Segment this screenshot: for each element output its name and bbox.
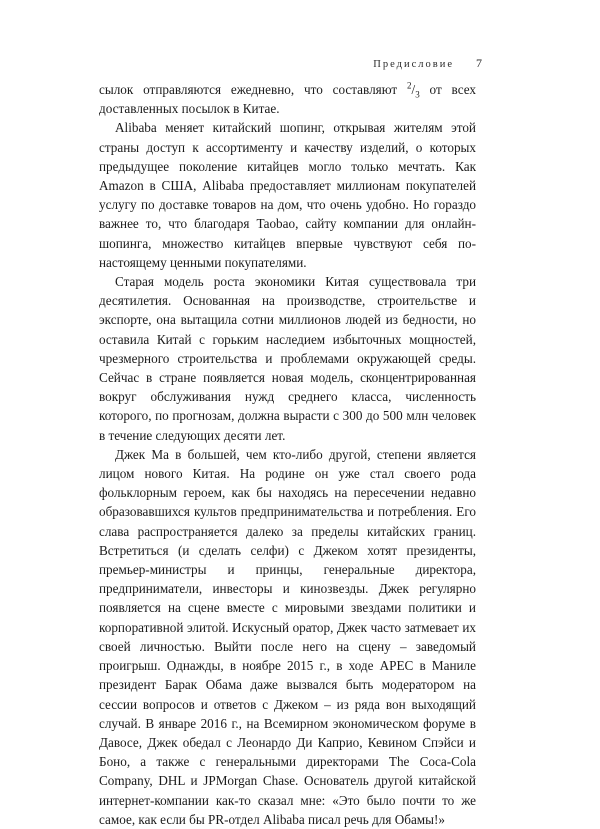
section-title: Предисловие <box>373 59 454 70</box>
paragraph-text: от всех доставленных посылок в Китае. <box>99 82 476 117</box>
paragraph: Старая модель роста экономики Китая существовала три десятилетия. Основанная на производстве, строительстве и экспорте, она вытащила сотни миллионов людей из бедности, но оставила Китай с горьким наследием избыточных мощностей, чрезмерного строительства и проблемами окружающей среды. Сейчас в стране появляется новая модель, сконцентрированная вокруг обслуживания нужд среднего класса, численность которого, по прогнозам, должна вырасти с 300 до 500 млн человек в течение следующих десяти лет. <box>99 274 476 443</box>
paragraph: Джек Ма в большей, чем кто-либо другой, степени является лицом нового Китая. На родине он уже стал своего рода фольклорным героем, как бы находясь на пересечении недавно образовавшихся культов предпринимательства и потребления. Его слава распространяется далеко за пределы китайских границ. Встретиться (и сделать селфи) с Джеком хотят президенты, премьер-министры и принцы, генеральные директора, предприниматели, инвесторы и кинозвезды. Джек регулярно появляется на сцене вместе с мировыми звездами политики и корпоративной элитой. Искусный оратор, Джек часто затмевает их своей личностью. Выйти после него на сцену – заведомый проигрыш. Однажды, в ноябре 2015 г., в ходе АРЕС в Маниле президент Барак Обама даже вызвался быть модератором на сессии вопросов и ответов с Джеком – из ряда вон выходящий случай. В январе 2016 г., на Всемирном экономическом форуме в Давосе, Джек обедал с Леонардо Ди Каприо, Кевином Спэйси и Боно, а также с генеральными директорами The Coca-Cola Company, DHL и JPMorgan Chase. Основатель другой китайской интернет-компании как-то сказал мне: «Это было почти то же самое, как если бы PR-отдел Alibaba писал речь для Обамы!» <box>99 446 476 827</box>
fraction-numerator: 2 <box>407 80 412 91</box>
page-number: 7 <box>476 56 482 70</box>
body-text <box>99 80 476 829</box>
running-header <box>373 56 482 71</box>
paragraph-continued: сылок отправляются ежедневно, что составляют $^2/_3$ от всех доставленных посылок в Китае. <box>99 80 476 117</box>
paragraph-text: сылок отправляются ежедневно, что составляют <box>99 82 408 97</box>
paragraph: Alibaba меняет китайский шопинг, открывая жителям этой страны доступ к ассортименту и качеству изделий, о которых предыдущее поколение китайцев могло только мечтать. Как Amazon в США, Alibaba предоставляет миллионам покупателей услугу по доставке товаров на дом, что очень удобно. Но гораздо важнее то, что благодаря Taobao, сайту компании для онлайн-шопинга, множество китайцев впервые чувствуют себя по-настоящему ценными покупателями. <box>99 120 476 270</box>
fraction-denominator: 3 <box>415 89 420 100</box>
